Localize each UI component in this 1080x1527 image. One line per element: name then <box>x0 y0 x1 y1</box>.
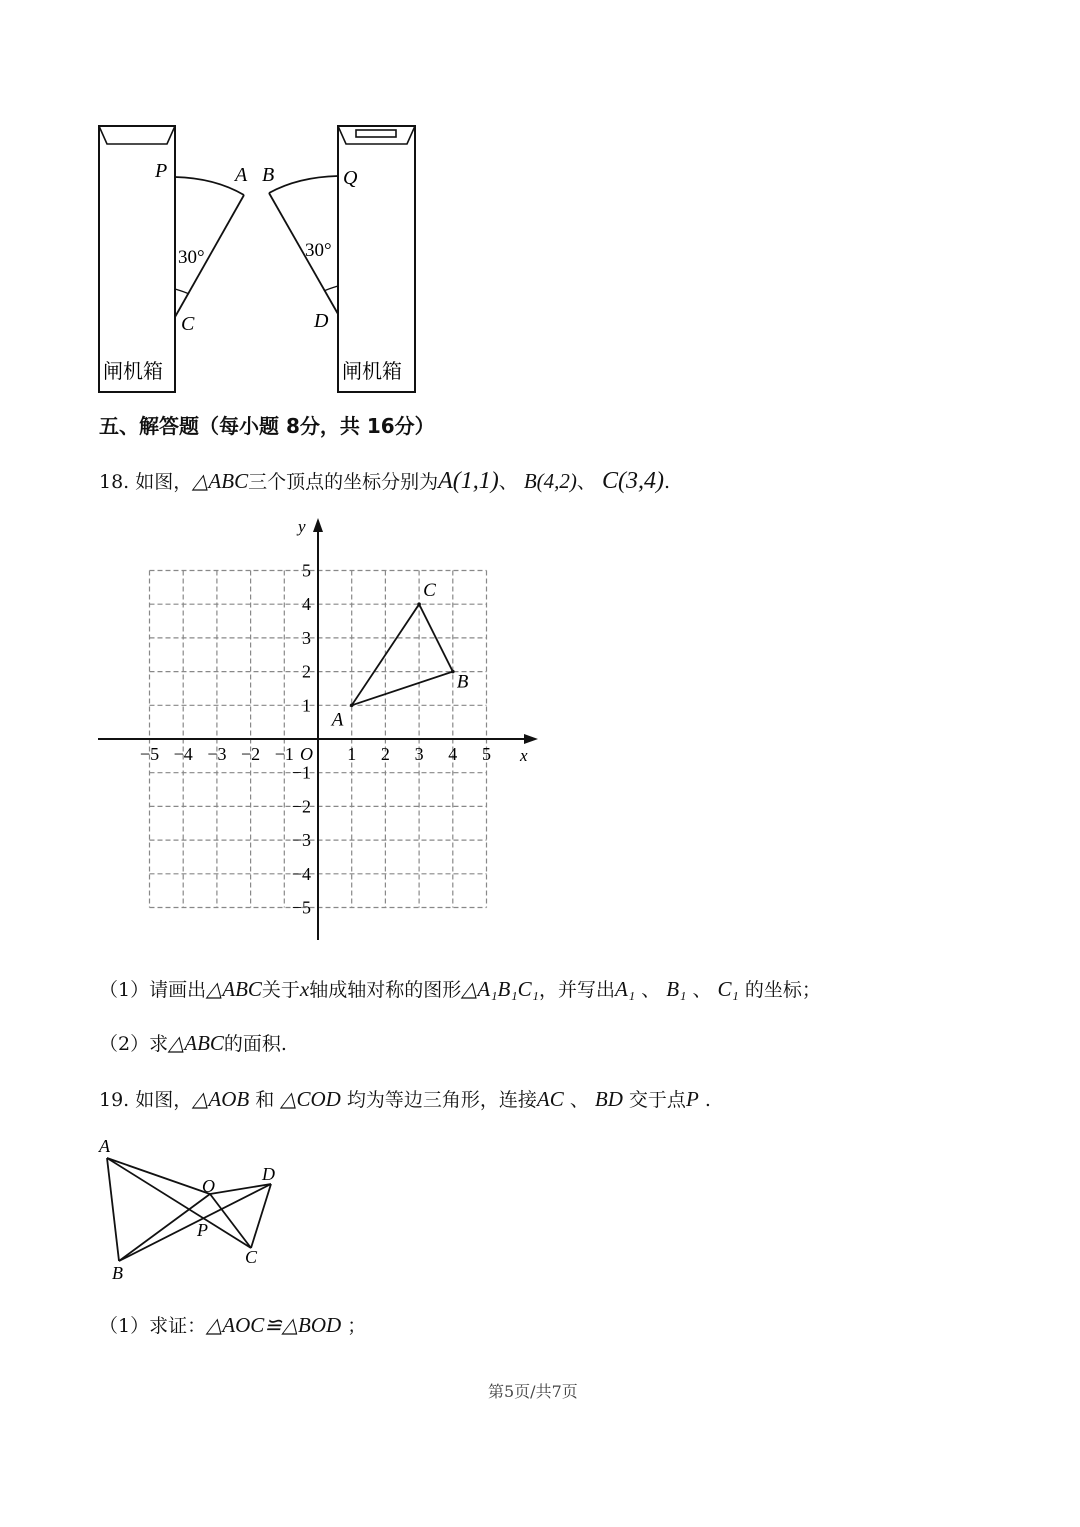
right-gate-box <box>338 126 415 392</box>
page-footer: 第5页/共7页 <box>488 1382 578 1401</box>
q19-statement <box>99 1085 711 1112</box>
shape-layer <box>330 580 469 730</box>
q19-figure <box>90 1130 300 1290</box>
q18-sub2-prefix: （2）求 <box>99 1033 169 1055</box>
q18-sep: 、 <box>692 979 712 1001</box>
q18-sub1-text: ，并写出 <box>538 979 615 1001</box>
q18-sub1-b1: B₁ <box>666 977 687 1001</box>
q18-sep: 、 <box>576 471 596 493</box>
x-tick-label: −2 <box>241 744 261 764</box>
q18-sub1 <box>99 975 821 1002</box>
x-tick-label: 2 <box>380 744 390 764</box>
section-heading: 五、解答题（每小题 8分，共 16分） <box>99 414 435 438</box>
q19-sub1 <box>99 1311 366 1338</box>
x-tick-label: −4 <box>173 744 193 764</box>
q18-statement <box>99 467 670 495</box>
y-tick-label: 1 <box>302 695 311 716</box>
y-axis-label: y <box>298 517 306 536</box>
label-A: A <box>235 164 248 186</box>
y-tick-label: −1 <box>291 762 311 783</box>
q18-sub1-triangle: △ABC <box>206 977 262 1001</box>
q19-sub1-prefix: （1）求证： <box>99 1315 207 1337</box>
coordinate-grid-chart <box>90 510 550 950</box>
q18-sub2-text: 的面积. <box>223 1033 287 1055</box>
q18-sub1-x: x <box>299 977 310 1001</box>
q18-number: 18. 如图， <box>99 471 193 493</box>
gate-figure <box>0 0 1080 400</box>
right-gate-label: 闸机箱 <box>342 361 402 383</box>
q19-triangle-aob: △AOB <box>192 1087 250 1111</box>
q19-text: 均为等边三角形，连接 <box>346 1089 537 1111</box>
y-tick-label: −5 <box>291 897 311 918</box>
right-angle: 30° <box>305 240 332 261</box>
left-gate-label: 闸机箱 <box>103 361 163 383</box>
x-axis-arrow <box>524 734 538 744</box>
q19-end: . <box>704 1089 711 1111</box>
q18-end: . <box>663 471 670 493</box>
label-Q: Q <box>343 167 358 189</box>
label-B: B <box>262 164 275 186</box>
q19-sub1-end: ； <box>347 1315 367 1337</box>
x-tick-label: −5 <box>139 744 160 764</box>
q18-triangle: △ABC <box>192 469 249 493</box>
q18-point-a: A(1,1) <box>438 468 499 494</box>
q19-sub1-expr: △AOC≌△BOD <box>206 1313 342 1337</box>
q19-segment-ac: AC <box>536 1087 564 1111</box>
q19-point-p: P <box>685 1087 699 1111</box>
y-tick-label: −3 <box>291 830 311 851</box>
x-tick-label: −1 <box>274 744 294 764</box>
point-c <box>417 602 421 606</box>
q19-text: 交于点 <box>628 1089 686 1111</box>
q18-sub2 <box>99 1029 287 1056</box>
label-P: P <box>155 160 168 182</box>
q18-sub1-triangle2: △A₁B₁C₁ <box>461 977 539 1001</box>
q18-text: 三个顶点的坐标分别为 <box>248 471 439 493</box>
x-tick-label: 4 <box>448 744 458 764</box>
q18-sub1-a1: A₁ <box>615 977 636 1001</box>
q19-and: 和 <box>255 1089 275 1111</box>
fig-label-C: C <box>245 1247 258 1267</box>
q18-sub1-c1: C₁ <box>717 977 739 1001</box>
q18-point-b: B(4,2) <box>523 469 577 493</box>
fig-label-O: O <box>202 1176 215 1196</box>
x-tick-label: 3 <box>414 744 424 764</box>
y-tick-label: 3 <box>302 627 311 648</box>
y-axis-arrow <box>313 518 323 532</box>
point-b <box>451 670 455 674</box>
q18-sep: 、 <box>498 471 518 493</box>
y-tick-label: 2 <box>302 661 311 682</box>
q18-sub1-prefix: （1）请画出 <box>99 979 207 1001</box>
label-D: D <box>314 310 329 332</box>
q18-point-c: C(3,4) <box>601 468 664 494</box>
x-tick-label: −3 <box>207 744 227 764</box>
fig-label-D: D <box>262 1164 275 1184</box>
y-tick-label: 4 <box>302 594 311 615</box>
fig-label-B: B <box>112 1263 123 1283</box>
y-tick-label: 5 <box>302 560 311 581</box>
x-axis-label: x <box>520 746 528 765</box>
point-label-a: A <box>331 709 344 731</box>
x-tick-label: 5 <box>482 744 491 764</box>
q18-sub1-text: 关于 <box>261 979 300 1001</box>
axis-layer <box>98 517 538 940</box>
q18-sub2-triangle: △ABC <box>168 1031 224 1055</box>
fig-label-A: A <box>99 1136 110 1156</box>
x-tick-label: 1 <box>347 744 357 764</box>
left-sector <box>154 160 248 335</box>
q19-triangle-cod: △COD <box>280 1087 341 1111</box>
origin-label: O <box>300 744 313 764</box>
point-a <box>350 704 354 708</box>
right-sector <box>262 164 358 332</box>
q18-sep: 、 <box>641 979 661 1001</box>
triangle-abc <box>352 604 453 705</box>
q18-sub1-text: 轴成轴对称的图形 <box>309 979 462 1001</box>
q19-segment-bd: BD <box>594 1087 623 1111</box>
y-tick-label: −2 <box>291 796 311 817</box>
y-tick-label: −4 <box>291 863 311 884</box>
q19-number: 19. 如图， <box>99 1089 193 1111</box>
q18-sub1-text: 的坐标； <box>744 979 821 1001</box>
left-angle: 30° <box>178 247 205 268</box>
fig-label-P: P <box>197 1220 208 1240</box>
q19-sep: 、 <box>569 1089 589 1111</box>
label-C: C <box>181 313 195 335</box>
point-label-b: B <box>456 671 469 693</box>
point-label-c: C <box>423 580 436 602</box>
